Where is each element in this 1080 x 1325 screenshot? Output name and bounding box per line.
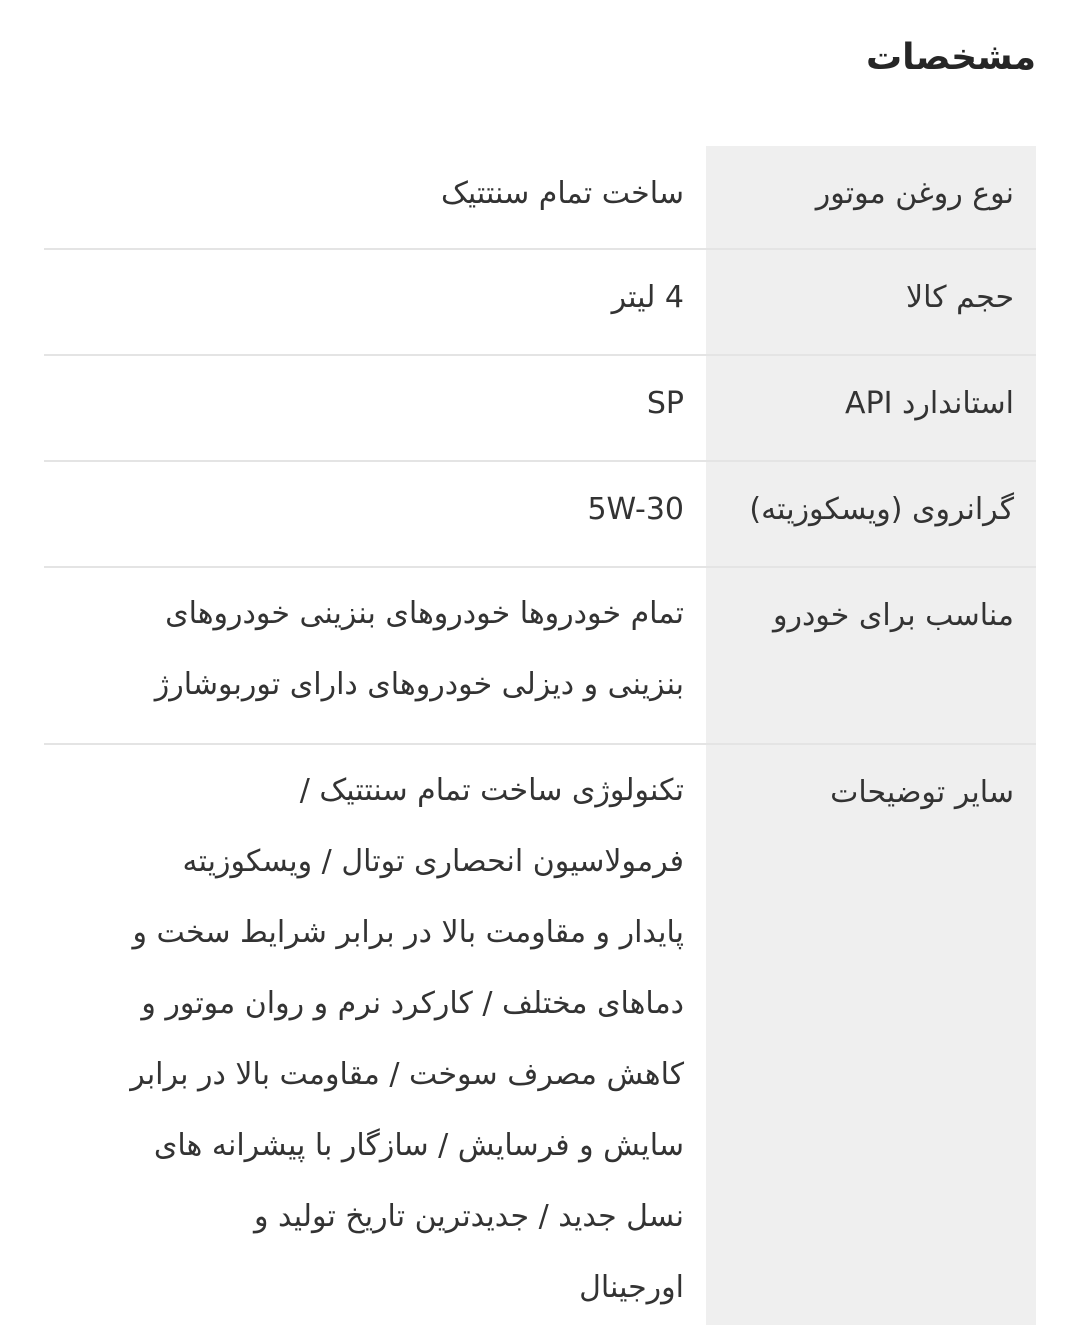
specs-table (44, 146, 1036, 1325)
spec-row-volume (44, 250, 1036, 356)
spec-value-line: نسل جدید / جدیدترین تاریخ تولید و (254, 1199, 684, 1234)
spec-row-api-standard (44, 356, 1036, 462)
spec-key: گرانروی (ویسکوزیته) (706, 462, 1036, 566)
spec-row-other-details (44, 745, 1036, 1325)
spec-value (44, 356, 706, 460)
spec-key: سایر توضیحات (706, 745, 1036, 1325)
spec-row-oil-type (44, 146, 1036, 250)
spec-value: 4 لیتر (611, 280, 684, 315)
spec-key: استاندارد API (706, 356, 1036, 460)
spec-value-line: کاهش مصرف سوخت / مقاومت بالا در برابر (130, 1057, 684, 1092)
spec-value (44, 462, 706, 566)
spec-key: مناسب برای خودرو (706, 568, 1036, 743)
spec-row-suitable-vehicle (44, 568, 1036, 745)
spec-value-line: تکنولوژی ساخت تمام سنتتیک / (299, 773, 684, 808)
spec-value-line: اورجینال (579, 1270, 684, 1305)
spec-row-viscosity (44, 462, 1036, 568)
spec-value-text: 5W-30 (587, 492, 684, 527)
spec-value-line: دماهای مختلف / کارکرد نرم و روان موتور و (141, 986, 684, 1021)
spec-key: نوع روغن موتور (706, 146, 1036, 248)
spec-value-text: SP (646, 386, 684, 421)
spec-value-line: پایدار و مقاومت بالا در برابر شرایط سخت و (132, 915, 684, 950)
spec-value (44, 568, 706, 743)
section-title: مشخصات (865, 37, 1036, 78)
spec-value-line: بنزینی و دیزلی خودروهای دارای توربوشارژ (154, 667, 684, 702)
spec-value-line: فرمولاسیون انحصاری توتال / ویسکوزیته (182, 844, 684, 879)
spec-value-line: تمام خودروها خودروهای بنزینی خودروهای (165, 596, 684, 631)
spec-value-line: سایش و فرسایش / سازگار با پیشرانه های (153, 1128, 684, 1163)
spec-value: ساخت تمام سنتتیک (441, 176, 684, 211)
spec-value (44, 745, 706, 1325)
spec-key: حجم کالا (706, 250, 1036, 354)
